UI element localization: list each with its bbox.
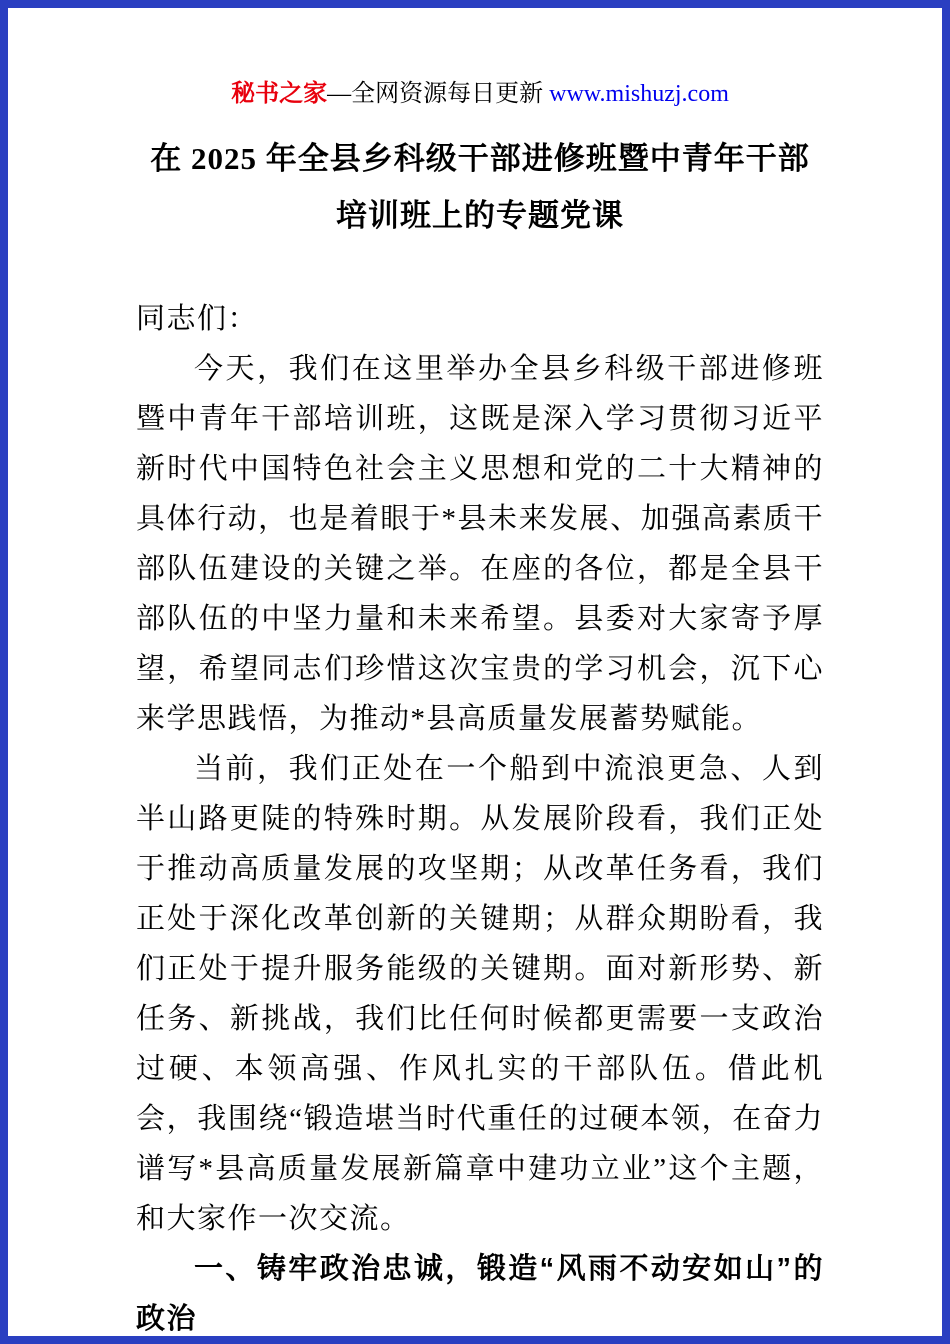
paragraph-1: 今天，我们在这里举办全县乡科级干部进修班暨中青年干部培训班，这既是深入学习贯彻习近平新时代中国特色社会主义思想和党的二十大精神的具体行动，也是着眼于*县未来发展、加强高素质干部队伍建设的关键之举。在座的各位，都是全县干部队伍的中坚力量和未来希望。县委对大家寄予厚望，希望同志们珍惜这次宝贵的学习机会，沉下心来学思践悟，为推动*县高质量发展蓄势赋能。: [136, 353, 824, 735]
section-heading-1: 一、铸牢政治忠诚，锻造“风雨不动安如山”的政治: [136, 1253, 824, 1335]
paragraph-2: 当前，我们正处在一个船到中流浪更急、人到半山路更陡的特殊时期。从发展阶段看，我们正处于推动高质量发展的攻坚期；从改革任务看，我们正处于深化改革创新的关键期；从群众期盼看，我们正处于提升服务能级的关键期。面对新形势、新任务、新挑战，我们比任何时候都更需要一支政治过硬、本领高强、作风扎实的干部队伍。借此机会，我围绕“锻造堪当时代重任的过硬本领，在奋力谱写*县高质量发展新篇章中建功立业”这个主题，和大家作一次交流。: [136, 753, 824, 1235]
salutation: 同志们：: [136, 303, 259, 335]
site-url-link[interactable]: www.mishuzj.com: [549, 81, 729, 107]
site-tagline: —全网资源每日更新: [327, 81, 550, 107]
document-title-line1: 在 2025 年全县乡科级干部进修班暨中青年干部: [150, 141, 810, 176]
document-title-line2: 培训班上的专题党课: [336, 198, 624, 233]
document-title: [136, 130, 824, 244]
site-brand: 秘书之家: [231, 81, 328, 107]
site-header: [136, 78, 824, 110]
document-body: [136, 294, 824, 1344]
